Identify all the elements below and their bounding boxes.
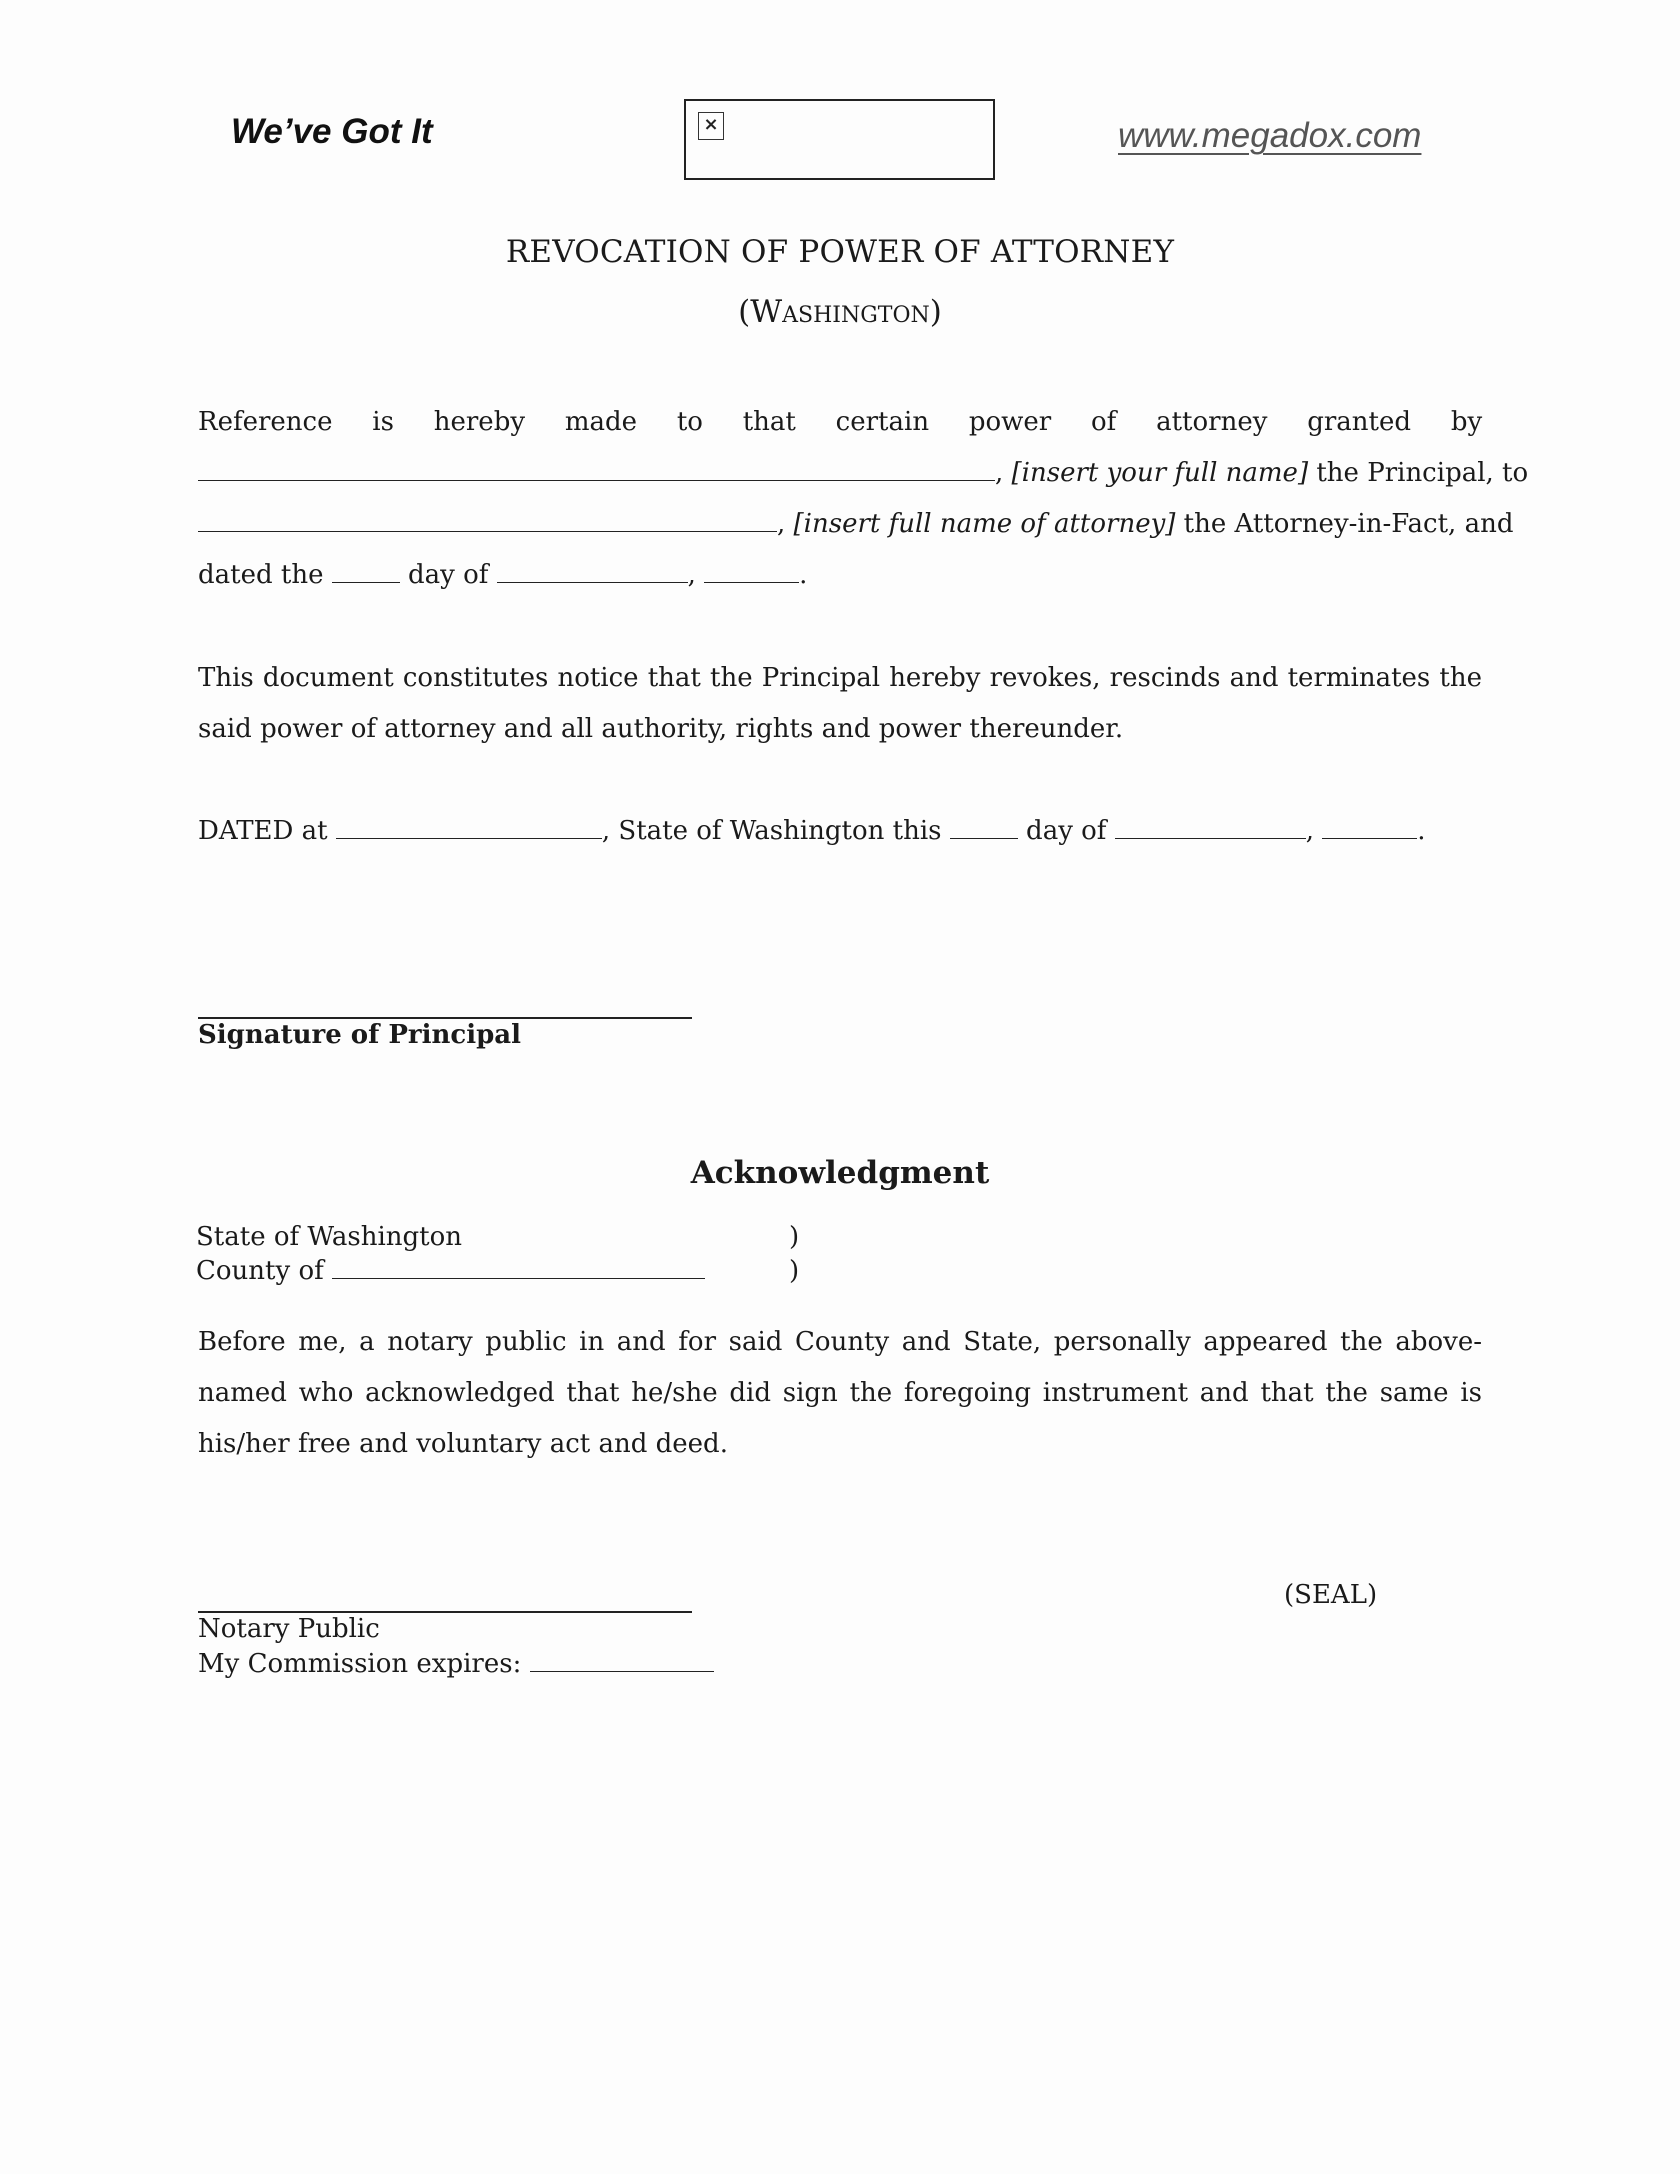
attorney-tail: the Attorney-in-Fact, and <box>1175 509 1514 539</box>
notary-public-label: Notary Public <box>198 1614 380 1644</box>
county-blank[interactable] <box>332 1256 705 1279</box>
signature-line[interactable] <box>198 1017 692 1019</box>
state-label: , State of Washington this <box>601 816 950 846</box>
signature-label: Signature of Principal <box>198 1020 522 1050</box>
principal-name-hint: [insert your full name] <box>1011 458 1309 488</box>
commission-date-blank[interactable] <box>530 1649 714 1672</box>
year-blank[interactable] <box>704 560 799 583</box>
word: granted <box>1307 407 1412 437</box>
state-paren: ) <box>789 1222 800 1252</box>
city-blank[interactable] <box>336 816 602 839</box>
commission-line <box>198 1649 714 1679</box>
county-line <box>196 1256 705 1286</box>
acknowledgment-heading: Acknowledgment <box>690 1155 990 1191</box>
broken-image-icon: × <box>698 112 724 140</box>
word: Reference <box>198 407 333 437</box>
word: is <box>372 407 394 437</box>
logo-placeholder <box>684 99 995 180</box>
word: power <box>968 407 1052 437</box>
acknowledgment-paragraph: Before me, a notary public in and for said County and State, personally appeared the above-named who acknowledged that he/she did sign the foregoing instrument and that the same is his/her free and voluntary act and deed. <box>198 1327 1482 1459</box>
principal-name-blank[interactable] <box>198 458 995 481</box>
word: hereby <box>433 407 526 437</box>
seal-label: (SEAL) <box>1284 1580 1378 1610</box>
state-of-washington-label: State of Washington <box>196 1222 463 1252</box>
county-paren: ) <box>789 1256 800 1286</box>
day-of-label: day of <box>399 560 497 590</box>
attorney-name-blank[interactable] <box>198 509 777 532</box>
sign-month-blank[interactable] <box>1115 816 1306 839</box>
document-title: REVOCATION OF POWER OF ATTORNEY <box>505 234 1175 270</box>
word: by <box>1450 407 1483 437</box>
county-label: County of <box>196 1256 332 1286</box>
dated-at-label: DATED at <box>198 816 336 846</box>
attorney-name-hint: [insert full name of attorney] <box>793 509 1176 539</box>
reference-paragraph <box>198 397 1529 601</box>
reference-line-1 <box>198 397 1482 448</box>
revocation-paragraph: This document constitutes notice that the Principal hereby revokes, rescinds and terminates the said power of attorney and all authority, rights and power thereunder. <box>198 663 1482 744</box>
day-blank[interactable] <box>332 560 400 583</box>
brand-tagline: We’ve Got It <box>231 112 433 151</box>
word: of <box>1091 407 1117 437</box>
document-subtitle: (Washington) <box>738 294 942 330</box>
sign-day-blank[interactable] <box>950 816 1018 839</box>
word: to <box>676 407 703 437</box>
reference-line-2: , [insert your full name] the Principal, to <box>198 448 1482 499</box>
word: certain <box>835 407 930 437</box>
notary-signature-line[interactable] <box>198 1611 692 1613</box>
commission-label: My Commission expires: <box>198 1649 530 1679</box>
word: attorney <box>1156 407 1268 437</box>
principal-tail: the Principal, to <box>1308 458 1529 488</box>
month-blank[interactable] <box>497 560 688 583</box>
sign-day-of-label: day of <box>1017 816 1115 846</box>
reference-line-4: dated the day of , . <box>198 560 808 590</box>
sign-year-blank[interactable] <box>1322 816 1417 839</box>
word: made <box>564 407 638 437</box>
word: that <box>742 407 796 437</box>
dated-the-label: dated the <box>198 560 332 590</box>
reference-line-3: , [insert full name of attorney] the Attorney-in-Fact, and <box>198 499 1482 550</box>
dated-line: DATED at , State of Washington this day of , . <box>198 816 1426 846</box>
website-link[interactable]: www.megadox.com <box>1118 116 1422 155</box>
